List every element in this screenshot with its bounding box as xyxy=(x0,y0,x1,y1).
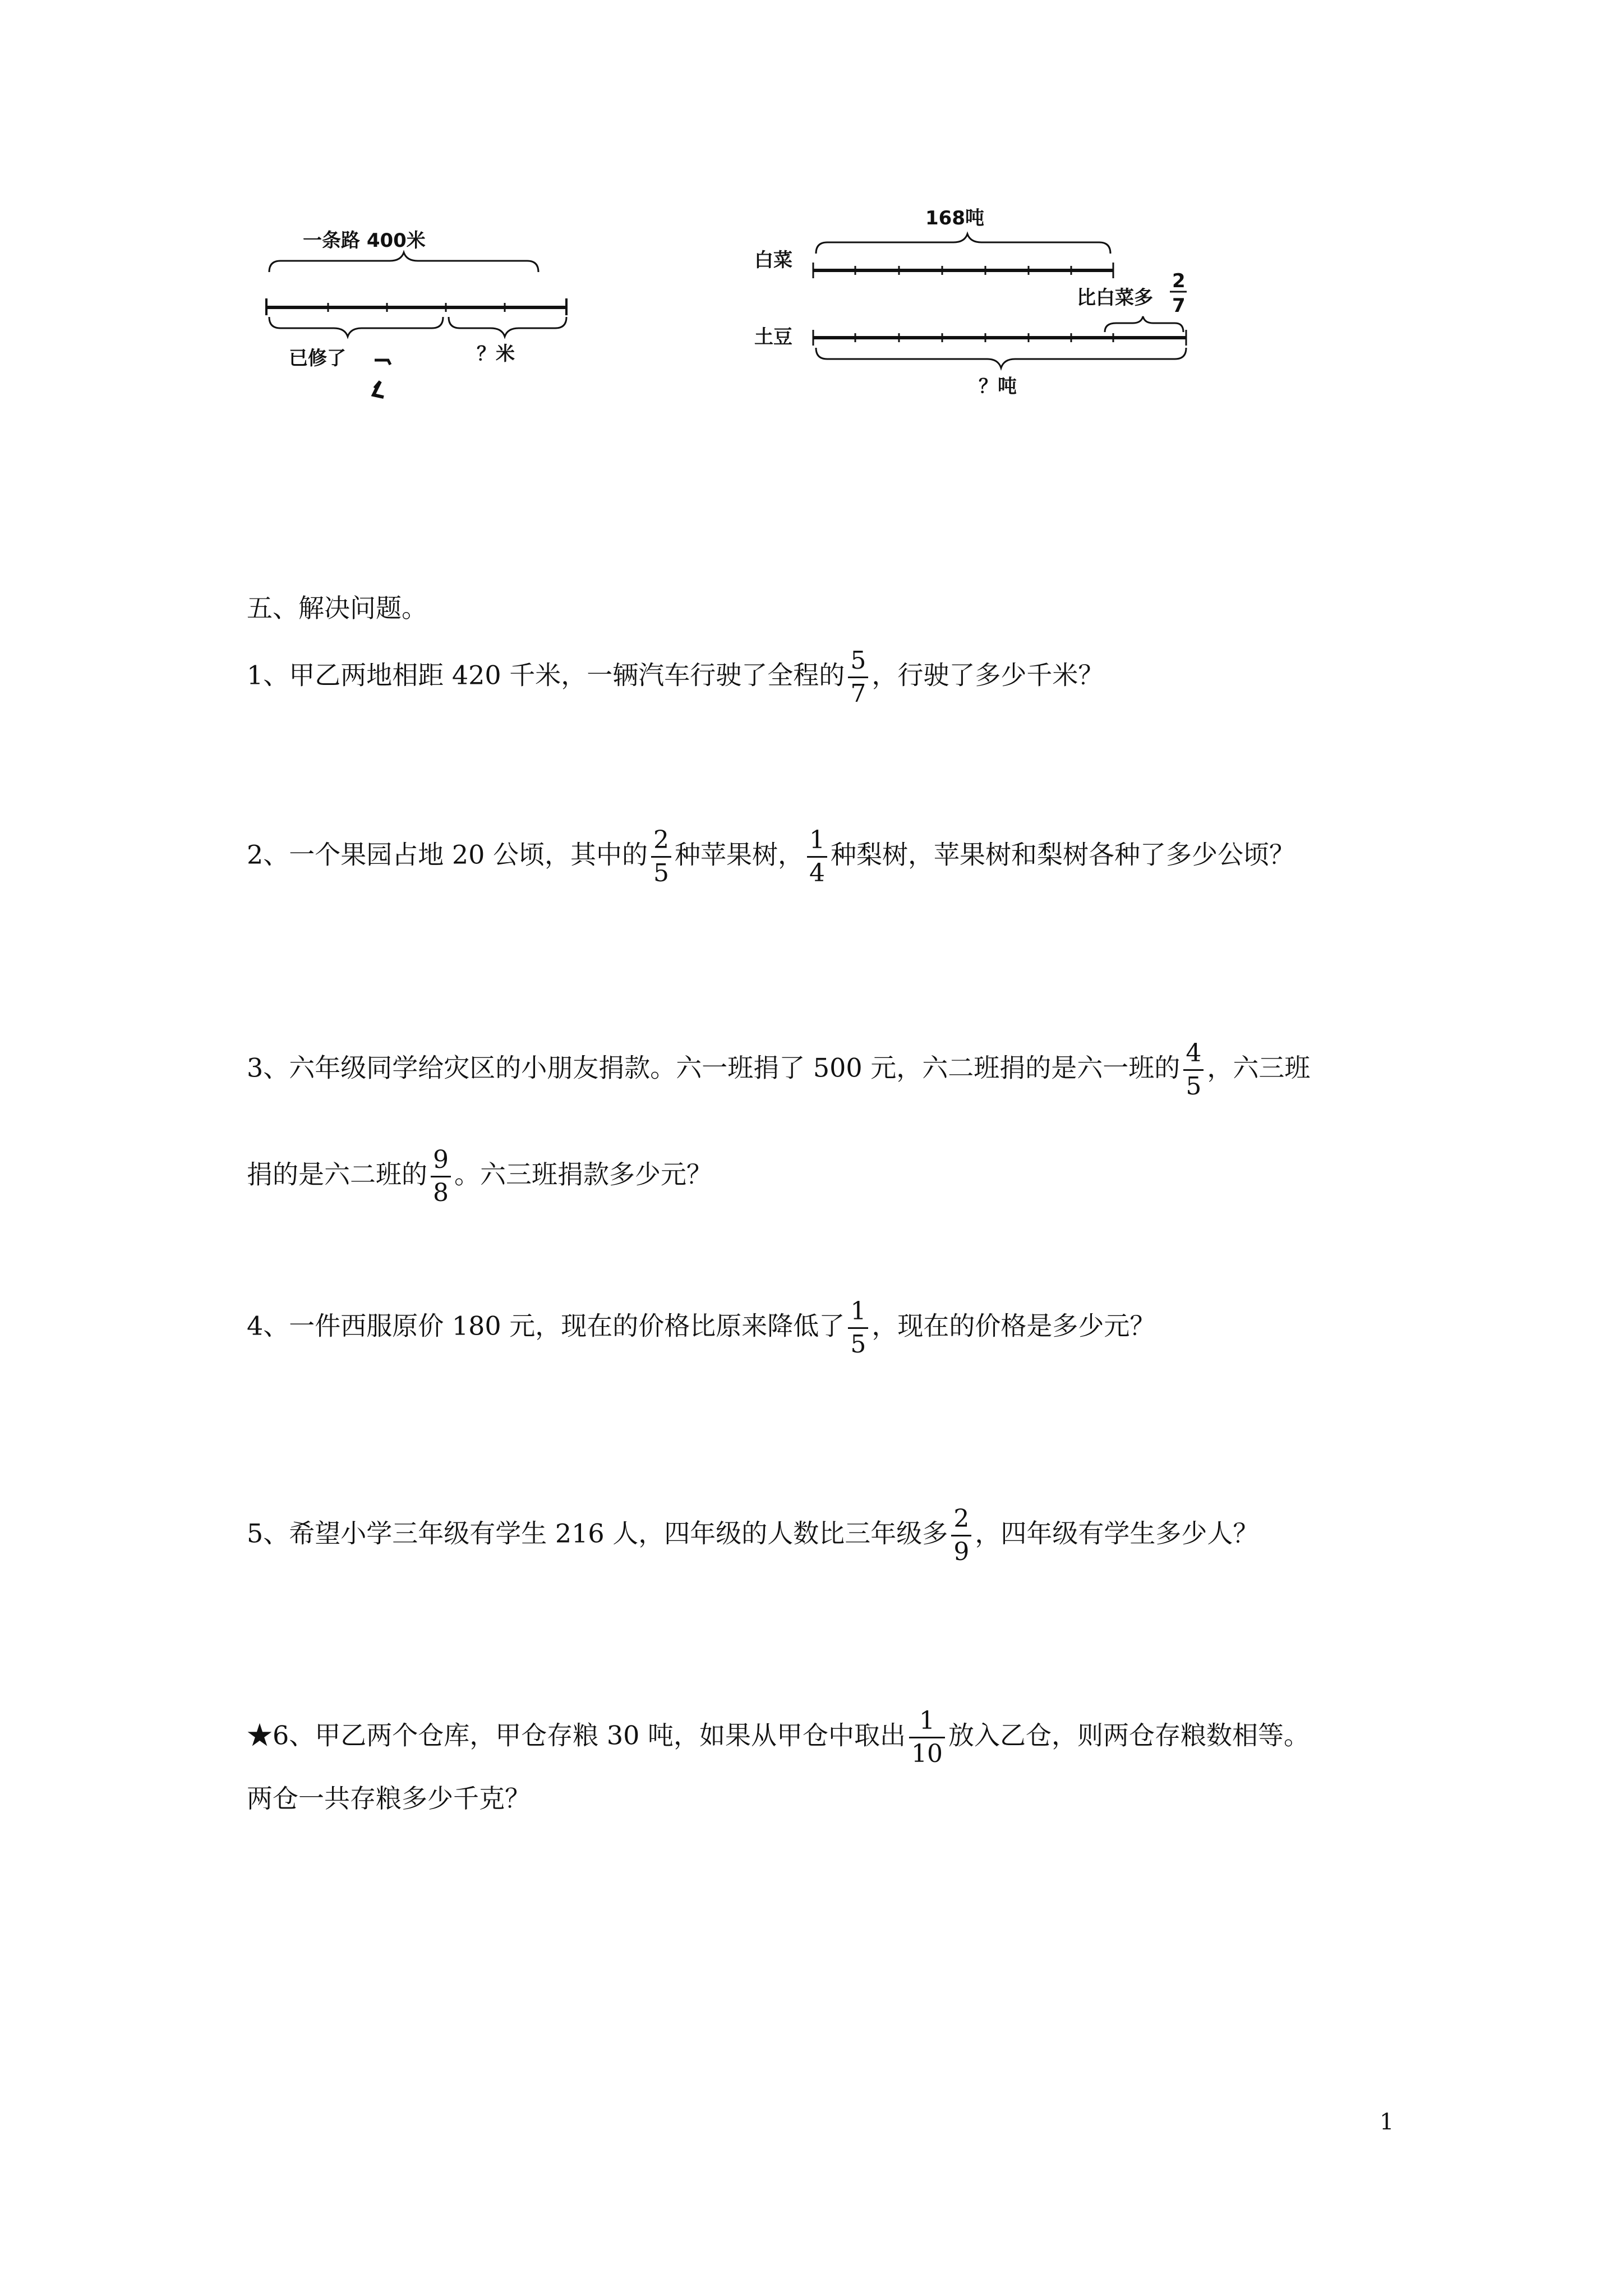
question-3 xyxy=(247,1038,1310,1102)
question-5 xyxy=(247,1503,1258,1568)
section-title: 五、解决问题。 xyxy=(247,593,427,623)
question-2-fraction-2: $\frac{1}{4}$ xyxy=(807,825,827,889)
question-3-text-a: 3、六年级同学给灾区的小朋友捐款。六一班捐了 500 元，六二班捐的是六一班的 xyxy=(247,1052,1181,1083)
potato-total-label: ？吨 xyxy=(979,375,1017,398)
question-1-text-b: ，行驶了多少千米？ xyxy=(872,660,1104,691)
more-than-cabbage-label: 比白菜多 xyxy=(1077,287,1153,309)
question-5-text-b: ，四年级有学生多少人？ xyxy=(975,1518,1259,1549)
remaining-brace xyxy=(449,317,566,337)
question-1-text-a: 1、甲乙两地相距 420 千米，一辆汽车行驶了全程的 xyxy=(247,660,845,691)
question-6-text-a: ★6、甲乙两个仓库，甲仓存粮 30 吨，如果从甲仓中取出 xyxy=(247,1720,906,1751)
question-4-text-a: 4、一件西服原价 180 元，现在的价格比原来降低了 xyxy=(247,1310,845,1341)
question-2-fraction-1: $\frac{2}{5}$ xyxy=(651,825,671,889)
more-fraction-numerator: 2 xyxy=(1172,270,1186,292)
question-3-fraction-1: $\frac{4}{5}$ xyxy=(1183,1038,1204,1102)
question-6-line-2 xyxy=(247,1778,531,1819)
question-2-text-c: 种梨树，苹果树和梨树各种了多少公顷？ xyxy=(831,839,1295,870)
question-6 xyxy=(247,1705,1310,1770)
repaired-brace xyxy=(269,317,443,337)
question-2 xyxy=(247,825,1295,889)
question-3-text-c: 捐的是六二班的 xyxy=(247,1159,427,1190)
road-diagram xyxy=(247,213,606,415)
question-2-text-b: 种苹果树， xyxy=(675,839,804,870)
repaired-label: 已修了 xyxy=(289,347,346,370)
question-1-fraction: $\frac{5}{7}$ xyxy=(848,645,868,710)
question-3-fraction-2: $\frac{9}{8}$ xyxy=(431,1144,451,1209)
question-6-text-c: 两仓一共存粮多少千克？ xyxy=(247,1783,531,1814)
question-6-fraction: $\frac{1}{10}$ xyxy=(909,1705,945,1770)
road-total-label: 一条路 400米 xyxy=(303,229,426,252)
page-number: 1 xyxy=(1380,2109,1394,2135)
cabbage-top-brace xyxy=(816,234,1110,254)
potato-label: 土豆 xyxy=(754,326,792,348)
question-6-text-b: 放入乙仓，则两仓存粮数相等。 xyxy=(948,1720,1310,1751)
remaining-label: ？米 xyxy=(477,343,515,365)
question-3-line-2 xyxy=(247,1144,712,1209)
question-3-text-b: ，六三班 xyxy=(1207,1052,1311,1083)
question-4-text-b: ，现在的价格是多少元？ xyxy=(872,1310,1156,1341)
cabbage-total-label: 168吨 xyxy=(925,207,984,229)
more-fraction-denominator: 7 xyxy=(1172,295,1186,317)
road-top-brace xyxy=(269,252,538,272)
more-brace xyxy=(1105,316,1183,332)
question-1 xyxy=(247,645,1104,710)
potato-bottom-brace xyxy=(816,348,1186,368)
question-5-text-a: 5、希望小学三年级有学生 216 人，四年级的人数比三年级多 xyxy=(247,1518,948,1549)
question-3-text-d: 。六三班捐款多少元？ xyxy=(454,1159,712,1190)
question-5-fraction: $\frac{2}{9}$ xyxy=(951,1503,971,1568)
vegetable-diagram xyxy=(740,202,1223,404)
cabbage-label: 白菜 xyxy=(754,249,792,272)
question-4 xyxy=(247,1296,1155,1360)
question-4-fraction: $\frac{1}{5}$ xyxy=(848,1296,868,1360)
question-2-text-a: 2、一个果园占地 20 公顷，其中的 xyxy=(247,839,648,870)
